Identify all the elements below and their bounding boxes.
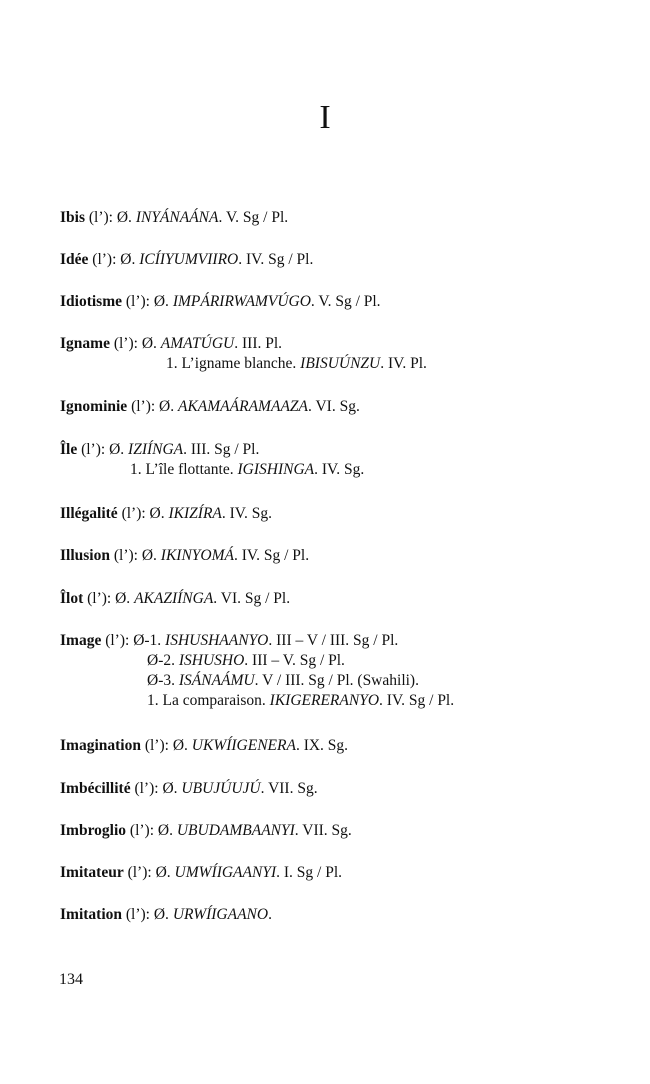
sub-sense-label: 1. La comparaison. <box>147 692 270 709</box>
grammar-info: . III – V. Sg / Pl. <box>244 652 345 669</box>
sense-marker: Ø. <box>155 864 175 881</box>
translation-term: IGISHINGA <box>237 461 315 478</box>
article: (l’): <box>127 398 160 415</box>
article: (l’): <box>85 209 117 226</box>
headword: Ibis <box>60 209 85 226</box>
dictionary-entry-ilot <box>60 589 290 609</box>
translation-term: UBUDAMBAANYI <box>176 822 295 839</box>
dictionary-entry-idiotisme <box>60 292 381 312</box>
translation-term: ISÁNAÁMU <box>178 672 255 689</box>
article: (l’): <box>130 780 163 797</box>
headword: Imbécillité <box>60 780 131 797</box>
grammar-info: . V. Sg / Pl. <box>218 209 289 226</box>
dictionary-entry-idee <box>60 250 313 270</box>
headword: Igname <box>60 335 110 352</box>
headword: Image <box>60 632 102 649</box>
translation-term: AKAMAÁRAMAAZA <box>178 398 308 415</box>
sense-marker: Ø. <box>141 335 161 352</box>
dictionary-entry-imagination <box>60 736 348 756</box>
grammar-info: . III. Sg / Pl. <box>183 441 260 458</box>
headword: Îlot <box>60 590 84 607</box>
article: (l’): <box>101 632 134 649</box>
grammar-info: . IV. Sg. <box>221 505 272 522</box>
grammar-info: . IV. Pl. <box>380 355 427 372</box>
grammar-info: . IV. Sg. <box>314 461 365 478</box>
dictionary-entry-imitation <box>60 905 272 925</box>
article: (l’): <box>109 335 142 352</box>
sense-marker: Ø. <box>120 251 140 268</box>
grammar-info: . V / III. Sg / Pl. (Swahili). <box>254 672 419 689</box>
headword: Illégalité <box>60 505 118 522</box>
sub-sense <box>60 671 454 691</box>
headword: Ignominie <box>60 398 128 415</box>
translation-term: UBUJÚUJÚ <box>181 780 261 797</box>
dictionary-entry-igname <box>60 334 427 374</box>
dictionary-entry-ile <box>60 440 364 480</box>
sense-marker: Ø. <box>157 822 177 839</box>
article: (l’): <box>117 505 150 522</box>
sense-marker: Ø. <box>172 737 192 754</box>
translation-term: UKWÍIGENERA <box>191 737 296 754</box>
sub-sense-label: 1. L’île flottante. <box>130 461 238 478</box>
headword: Imitation <box>60 906 122 923</box>
translation-term: IMPÁRIRWAMVÚGO <box>172 293 311 310</box>
translation-term: ICÍIYUMVIIRO <box>139 251 239 268</box>
translation-term: IZIÍNGA <box>128 441 184 458</box>
translation-term: IBISUÚNZU <box>300 355 381 372</box>
grammar-info: . IV. Sg / Pl. <box>379 692 455 709</box>
grammar-info: . VI. Sg. <box>308 398 360 415</box>
dictionary-entry-imitateur <box>60 863 342 883</box>
sense-marker: Ø. <box>109 441 129 458</box>
headword: Imitateur <box>60 864 124 881</box>
grammar-info: . III – V / III. Sg / Pl. <box>268 632 399 649</box>
grammar-info: . IV. Sg / Pl. <box>238 251 314 268</box>
sense-marker: Ø. <box>159 398 178 415</box>
sense-marker: Ø-1. <box>133 632 166 649</box>
headword: Île <box>60 441 78 458</box>
sub-sense-label: Ø-2. <box>147 652 179 669</box>
headword: Idiotisme <box>60 293 122 310</box>
sub-sense-label: 1. L’igname blanche. <box>166 355 301 372</box>
grammar-info: . VII. Sg. <box>260 780 318 797</box>
grammar-info: . V. Sg / Pl. <box>310 293 381 310</box>
translation-term: ISHUSHO <box>178 652 245 669</box>
grammar-info: . IX. Sg. <box>295 737 349 754</box>
article: (l’): <box>123 864 156 881</box>
translation-term: IKIZÍRA <box>168 505 222 522</box>
headword: Idée <box>60 251 89 268</box>
dictionary-entry-imbroglio <box>60 821 352 841</box>
article: (l’): <box>122 293 154 310</box>
sense-marker: Ø. <box>141 547 161 564</box>
headword: Imagination <box>60 737 141 754</box>
article: (l’): <box>140 737 173 754</box>
grammar-info: . <box>268 906 272 923</box>
sense-marker: Ø. <box>162 780 182 797</box>
article: (l’): <box>88 251 121 268</box>
sense-marker: Ø. <box>153 293 173 310</box>
translation-term: UMWÍIGAANYI <box>174 864 277 881</box>
headword: Imbroglio <box>60 822 127 839</box>
translation-term: IKIGERERANYO <box>269 692 380 709</box>
dictionary-entry-ibis <box>60 208 288 228</box>
translation-term: AMATÚGU <box>160 335 235 352</box>
translation-term: URWÍIGAANO <box>172 906 269 923</box>
article: (l’): <box>77 441 110 458</box>
sub-sense <box>60 691 454 711</box>
grammar-info: . IV. Sg / Pl. <box>234 547 310 564</box>
dictionary-entry-imbecillite <box>60 779 318 799</box>
translation-term: IKINYOMÁ <box>160 547 234 564</box>
sub-sense <box>60 354 427 374</box>
sub-sense <box>60 651 454 671</box>
translation-term: AKAZIÍNGA <box>134 590 214 607</box>
sub-sense <box>60 460 364 480</box>
grammar-info: . VII. Sg. <box>294 822 352 839</box>
dictionary-entry-illegalite <box>60 504 272 524</box>
translation-term: INYÁNAÁNA <box>135 209 219 226</box>
dictionary-entry-image <box>60 631 454 711</box>
sense-marker: Ø. <box>116 209 136 226</box>
headword: Illusion <box>60 547 110 564</box>
translation-term: ISHUSHAANYO <box>165 632 269 649</box>
article: (l’): <box>109 547 142 564</box>
dictionary-entry-illusion <box>60 546 309 566</box>
letter-heading: I <box>319 99 331 136</box>
page-number: 134 <box>59 971 83 988</box>
article: (l’): <box>126 822 158 839</box>
grammar-info: . VI. Sg / Pl. <box>213 590 291 607</box>
dictionary-entry-ignominie <box>60 397 360 417</box>
sense-marker: Ø. <box>149 505 169 522</box>
sense-marker: Ø. <box>153 906 173 923</box>
grammar-info: . I. Sg / Pl. <box>276 864 342 881</box>
sub-sense-label: Ø-3. <box>147 672 179 689</box>
article: (l’): <box>122 906 154 923</box>
grammar-info: . III. Pl. <box>234 335 283 352</box>
sense-marker: Ø. <box>115 590 135 607</box>
article: (l’): <box>83 590 116 607</box>
